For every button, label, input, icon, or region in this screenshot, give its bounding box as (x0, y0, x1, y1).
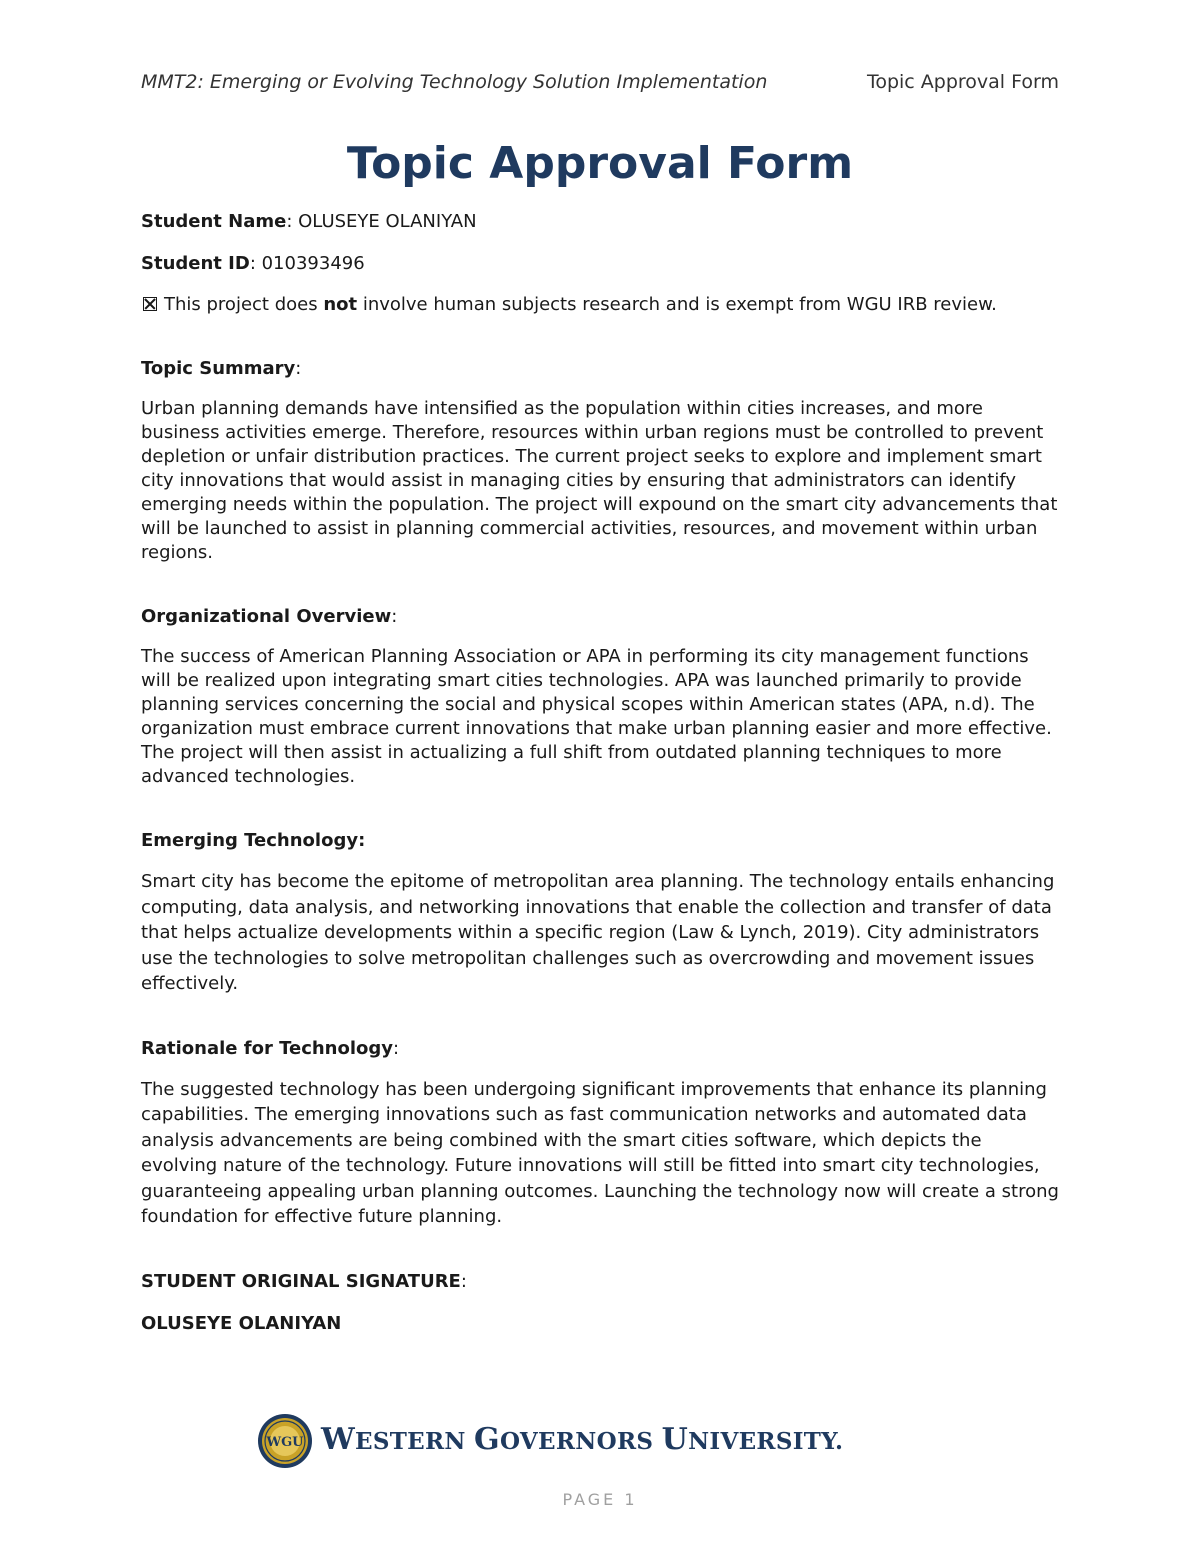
student-name-field: Student Name: OLUSEYE OLANIYAN (141, 211, 477, 232)
wordmark-part-4: OVERNORS (499, 1428, 662, 1455)
topic-summary-heading: Topic Summary: (141, 358, 302, 379)
page-title: Topic Approval Form (346, 138, 854, 189)
seal-text: WGU (266, 1435, 304, 1450)
signature-heading-text: STUDENT ORIGINAL SIGNATURE (141, 1270, 461, 1292)
emerging-technology-heading-text: Emerging Technology: (141, 830, 366, 851)
student-name-value: OLUSEYE OLANIYAN (298, 211, 477, 232)
form-content (141, 210, 1061, 1336)
signature-heading: STUDENT ORIGINAL SIGNATURE: (141, 1270, 467, 1292)
exemption-text-bold: not (323, 294, 358, 315)
topic-summary-heading-text: Topic Summary (141, 358, 296, 379)
page-number: PAGE 1 (562, 1490, 638, 1509)
student-id-label: Student ID (141, 253, 250, 274)
topic-summary-body: Urban planning demands have intensified as the population within cities increases, and more business activities emerge. Therefore, resources within urban regions must be controlled to prevent depletion or unfair distribution practices. The current project seeks to explore and implement smart city innovations that would assist in managing cities by ensuring that administrators can identify emerging needs within the population. The project will expound on the smart city advancements that will be launched to assist in planning commercial activities, resources, and movement within urban regions. (141, 398, 1058, 563)
emerging-technology-heading (141, 829, 1061, 853)
wordmark-part-3: G (474, 1422, 500, 1457)
irb-exemption-statement (141, 293, 1061, 317)
exemption-text-before: This project does (164, 294, 324, 315)
header-course-title: MMT2: Emerging or Evolving Technology Solution Implementation (141, 71, 768, 93)
wgu-wordmark (321, 1422, 843, 1457)
wordmark-part-2: ESTERN (355, 1428, 475, 1455)
signature-name: OLUSEYE OLANIYAN (141, 1312, 342, 1334)
wgu-seal-icon (257, 1413, 313, 1469)
emerging-technology-body: Smart city has become the epitome of metropolitan area planning. The technology entails enhancing computing, data analysis, and networking innovations that enable the collection and transfer of data that helps actualize developments within a specific region (Law & Lynch, 2019). City administrators use the technologies to solve metropolitan challenges such as overcrowding and movement issues effectively. (141, 871, 1055, 994)
header-form-name: Topic Approval Form (866, 71, 1059, 93)
rationale-body: The suggested technology has been undergoing significant improvements that enhance its planning capabilities. The emerging innovations such as fast communication networks and automated data analysis advancements are being combined with the smart cities software, which depicts the evolving nature of the technology. Future innovations will still be fitted into smart city technologies, guaranteeing appealing urban planning outcomes. Launching the technology now will create a strong foundation for effective future planning. (141, 1078, 1059, 1227)
student-name-label: Student Name (141, 211, 287, 232)
organizational-overview-body: The success of American Planning Association or APA in performing its city management functions will be realized upon integrating smart cities technologies. APA was launched primarily to provide planning services concerning the social and physical scopes within American states (APA, n.d). The organization must embrace current innovations that make urban planning easier and more effective. The project will then assist in actualizing a full shift from outdated planning techniques to more advanced technologies. (141, 646, 1052, 787)
organizational-overview-heading-text: Organizational Overview (141, 606, 392, 627)
wordmark-part-6: NIVERSITY (688, 1428, 835, 1455)
student-id-value: 010393496 (261, 253, 365, 274)
wordmark-part-1: W (321, 1422, 355, 1457)
rationale-heading: Rationale for Technology: (141, 1037, 400, 1059)
wordmark-part-5: U (661, 1422, 689, 1457)
student-id-field: Student ID: 010393496 (141, 253, 365, 274)
exemption-text-after: involve human subjects research and is exempt from WGU IRB review. (357, 294, 997, 315)
exemption-checkbox[interactable] (143, 297, 157, 311)
wordmark-part-7: . (834, 1428, 844, 1455)
rationale-heading-text: Rationale for Technology (141, 1037, 394, 1059)
wgu-logo (257, 1413, 907, 1469)
organizational-overview-heading: Organizational Overview: (141, 606, 398, 627)
